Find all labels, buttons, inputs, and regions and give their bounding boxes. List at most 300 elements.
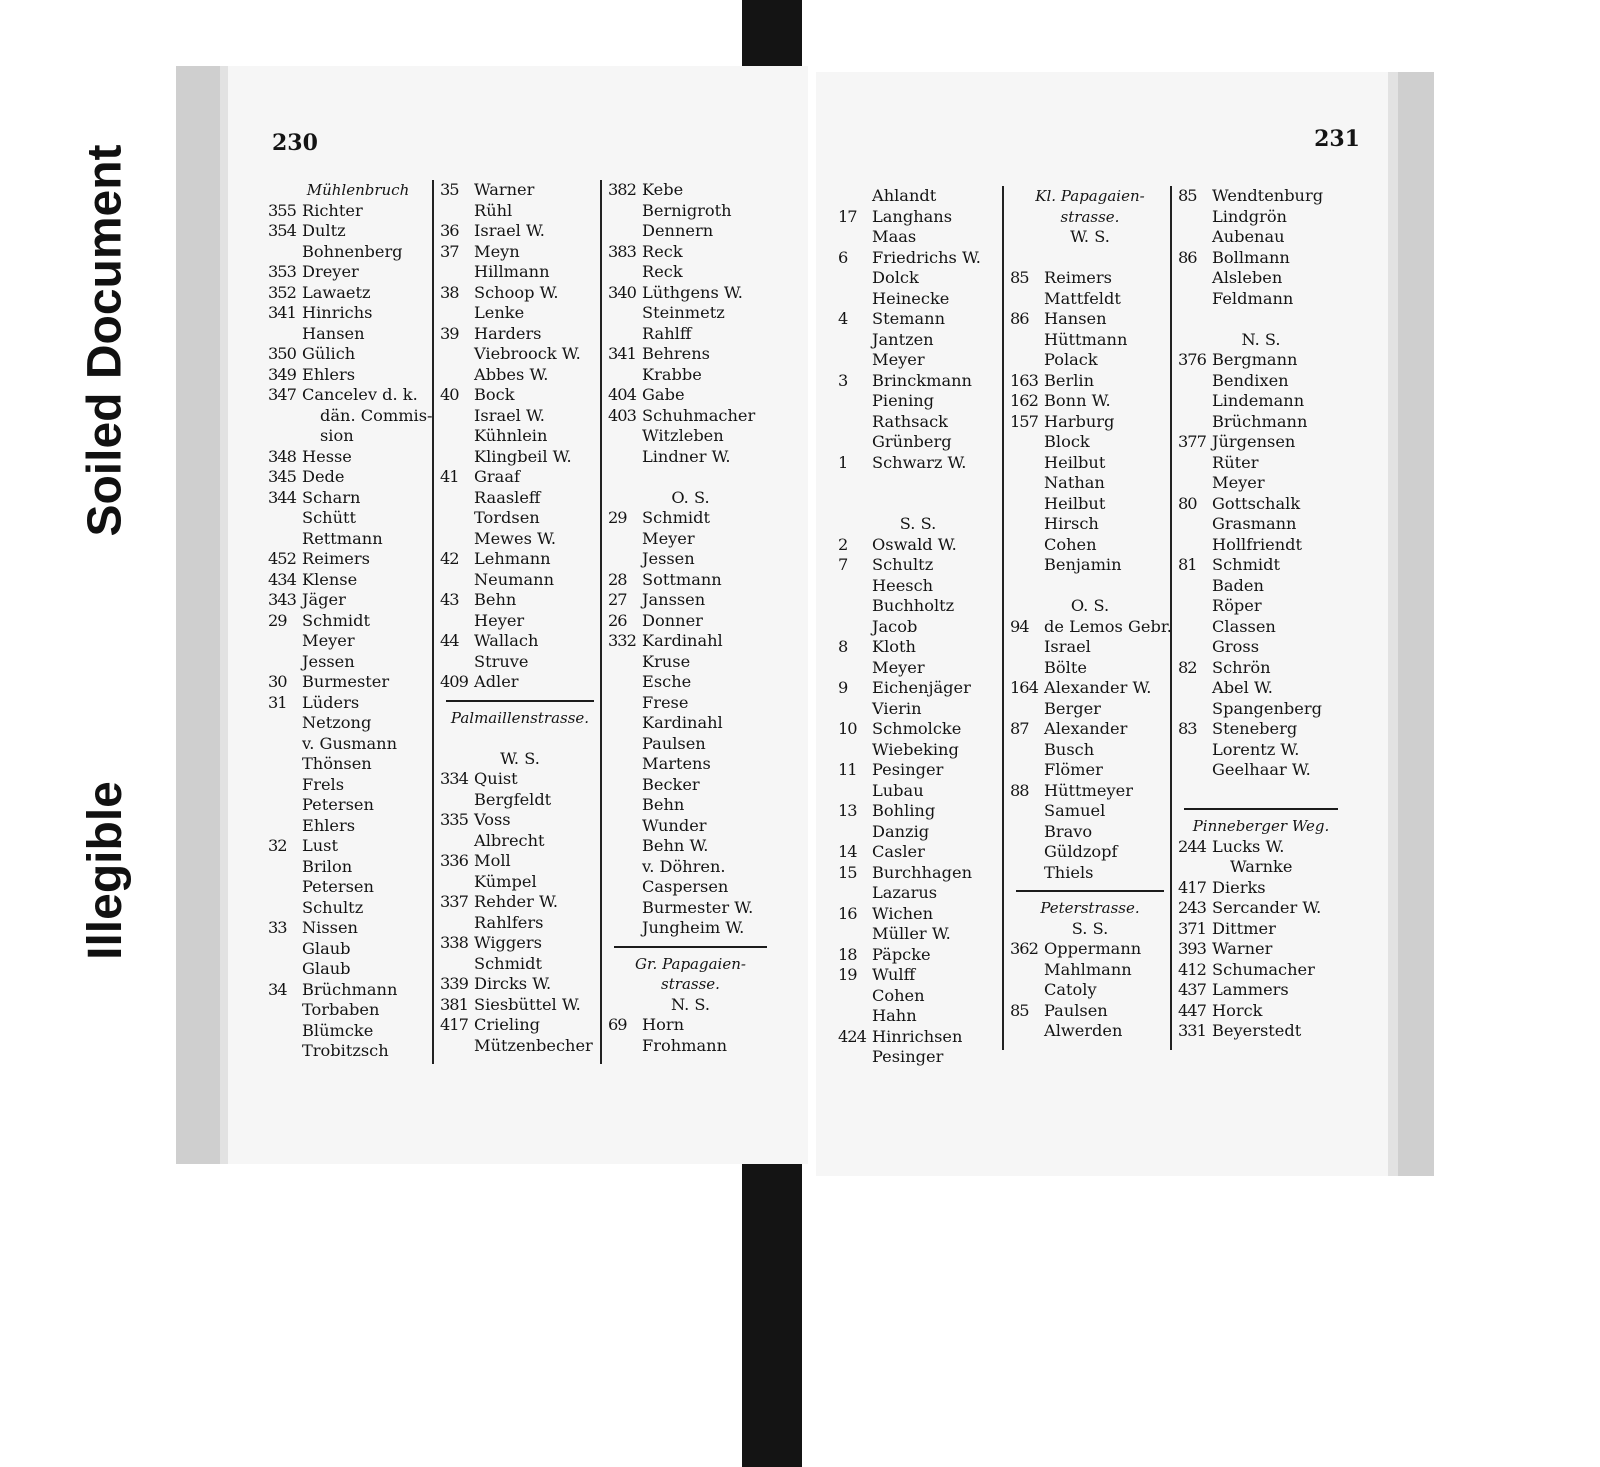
resident-name: Hirsch bbox=[1044, 514, 1099, 533]
directory-entry bbox=[440, 508, 600, 529]
spacer bbox=[1178, 781, 1344, 802]
directory-entry bbox=[268, 939, 428, 960]
resident-name: Lazarus bbox=[872, 883, 938, 902]
resident-name: Steinmetz bbox=[642, 303, 725, 322]
house-number: 11 bbox=[838, 760, 857, 779]
directory-entry bbox=[1010, 473, 1170, 494]
directory-entry bbox=[1178, 760, 1344, 781]
directory-entry bbox=[1178, 350, 1344, 371]
entry-continuation: sion bbox=[320, 426, 354, 445]
house-number: 43 bbox=[440, 590, 459, 609]
directory-entry bbox=[608, 652, 773, 673]
directory-entry bbox=[268, 303, 428, 324]
resident-name: Hesse bbox=[302, 446, 352, 466]
resident-name: Berlin bbox=[1044, 370, 1094, 390]
house-number: 343 bbox=[268, 590, 296, 609]
resident-name: Frels bbox=[302, 774, 345, 794]
directory-entry bbox=[608, 303, 773, 324]
directory-entry bbox=[440, 303, 600, 324]
resident-name: Hinrichs bbox=[302, 303, 373, 322]
resident-name: Buchholtz bbox=[872, 596, 955, 615]
house-number: 424 bbox=[838, 1026, 866, 1046]
directory-entry bbox=[608, 836, 773, 857]
side-heading: N. S. bbox=[1241, 329, 1281, 349]
soiled-document-label: Soiled Document bbox=[78, 143, 132, 537]
section-rule bbox=[1184, 808, 1338, 810]
resident-name: Hollfriendt bbox=[1212, 534, 1302, 554]
resident-name: Vierin bbox=[872, 698, 922, 718]
house-number: 337 bbox=[440, 892, 468, 911]
directory-entry bbox=[838, 658, 998, 679]
directory-entry bbox=[608, 180, 773, 201]
resident-name: Aubenau bbox=[1212, 227, 1285, 246]
resident-name: Horn bbox=[642, 1015, 685, 1034]
resident-name: Voss bbox=[474, 810, 511, 829]
resident-name: Israel W. bbox=[474, 405, 545, 425]
house-number: 434 bbox=[268, 569, 296, 589]
left-column-2 bbox=[440, 180, 600, 1056]
resident-name: Bohnenberg bbox=[302, 241, 403, 261]
resident-name: Güldzopf bbox=[1044, 842, 1118, 861]
resident-name: Kruse bbox=[642, 651, 691, 671]
directory-entry bbox=[838, 432, 998, 453]
directory-entry bbox=[1010, 432, 1170, 453]
directory-entry bbox=[1010, 514, 1170, 535]
directory-entry bbox=[838, 1027, 998, 1048]
house-number: 377 bbox=[1178, 432, 1206, 451]
directory-entry bbox=[838, 781, 998, 802]
resident-name: Meyer bbox=[302, 631, 355, 650]
directory-entry bbox=[838, 986, 998, 1007]
resident-name: Glaub bbox=[302, 959, 351, 978]
directory-entry bbox=[1178, 740, 1344, 761]
directory-entry bbox=[1010, 740, 1170, 761]
resident-name: Lindner W. bbox=[642, 446, 731, 466]
house-number: 34 bbox=[268, 979, 287, 999]
directory-entry bbox=[838, 555, 998, 576]
directory-entry bbox=[838, 801, 998, 822]
resident-name: Sercander W. bbox=[1212, 898, 1322, 917]
house-number: 417 bbox=[1178, 877, 1206, 897]
page-number-left: 230 bbox=[272, 130, 318, 156]
directory-entry bbox=[1010, 453, 1170, 474]
resident-name: Bölte bbox=[1044, 657, 1087, 677]
resident-name: Cohen bbox=[872, 985, 925, 1005]
directory-entry bbox=[440, 974, 600, 995]
resident-name: Reimers bbox=[1044, 268, 1112, 287]
directory-entry bbox=[268, 385, 428, 406]
directory-entry bbox=[608, 611, 773, 632]
resident-name: Glaub bbox=[302, 938, 351, 958]
directory-entry bbox=[268, 529, 428, 550]
resident-name: Dircks W. bbox=[474, 974, 552, 993]
spacer bbox=[440, 728, 600, 749]
street-heading: Kl. Papagaien- bbox=[1035, 187, 1145, 205]
side-heading: W. S. bbox=[500, 748, 540, 768]
directory-entry bbox=[440, 933, 600, 954]
directory-entry bbox=[608, 447, 773, 468]
directory-entry bbox=[1178, 878, 1344, 899]
directory-entry bbox=[1010, 371, 1170, 392]
house-number: 345 bbox=[268, 467, 296, 486]
resident-name: Graaf bbox=[474, 467, 520, 486]
resident-name: Trobitzsch bbox=[302, 1041, 389, 1060]
directory-entry bbox=[1178, 658, 1344, 679]
resident-name: Dolck bbox=[872, 268, 919, 287]
resident-name: Ahlandt bbox=[872, 186, 937, 205]
directory-entry bbox=[268, 611, 428, 632]
resident-name: Rüter bbox=[1212, 452, 1259, 472]
resident-name: Raasleff bbox=[474, 487, 541, 507]
resident-name: Beyerstedt bbox=[1212, 1021, 1302, 1040]
house-number: 15 bbox=[838, 862, 857, 882]
directory-entry bbox=[440, 324, 600, 345]
resident-name: Grünberg bbox=[872, 432, 952, 451]
resident-name: Grasmann bbox=[1212, 514, 1297, 533]
resident-name: Behrens bbox=[642, 344, 710, 363]
directory-entry bbox=[838, 965, 998, 986]
directory-entry bbox=[440, 611, 600, 632]
directory-entry bbox=[608, 631, 773, 652]
resident-name: Päpcke bbox=[872, 944, 931, 964]
directory-entry bbox=[608, 262, 773, 283]
house-number: 86 bbox=[1178, 247, 1197, 267]
resident-name: Jantzen bbox=[872, 329, 934, 349]
directory-entry bbox=[268, 918, 428, 939]
resident-name: Eichenjäger bbox=[872, 678, 971, 697]
directory-entry bbox=[1010, 617, 1170, 638]
house-number: 4 bbox=[838, 309, 848, 328]
resident-name: Alexander W. bbox=[1044, 678, 1152, 697]
page-number-right: 231 bbox=[1314, 126, 1360, 152]
resident-name: Bendixen bbox=[1212, 370, 1289, 390]
directory-entry bbox=[608, 344, 773, 365]
house-number: 244 bbox=[1178, 836, 1206, 856]
house-number: 331 bbox=[1178, 1021, 1206, 1040]
house-number: 437 bbox=[1178, 980, 1206, 999]
resident-name: Kardinahl bbox=[642, 713, 723, 732]
resident-name: Langhans bbox=[872, 206, 952, 226]
resident-name: Meyer bbox=[872, 350, 925, 369]
resident-name: Martens bbox=[642, 754, 711, 773]
resident-name: Abel W. bbox=[1212, 678, 1273, 697]
street-heading: Peterstrasse. bbox=[1040, 899, 1140, 917]
directory-entry bbox=[1178, 939, 1344, 960]
resident-name: Alwerden bbox=[1044, 1021, 1123, 1040]
directory-entry bbox=[838, 863, 998, 884]
directory-entry bbox=[838, 740, 998, 761]
directory-entry bbox=[1178, 699, 1344, 720]
directory-entry bbox=[1178, 1021, 1344, 1042]
resident-name: Hahn bbox=[872, 1006, 917, 1025]
resident-name: Rettmann bbox=[302, 528, 383, 548]
directory-entry bbox=[1178, 617, 1344, 638]
house-number: 403 bbox=[608, 405, 636, 425]
house-number: 28 bbox=[608, 569, 627, 589]
directory-entry bbox=[440, 467, 600, 488]
house-number: 349 bbox=[268, 364, 296, 384]
directory-entry bbox=[608, 857, 773, 878]
resident-name: Müller W. bbox=[872, 924, 951, 943]
house-number: 85 bbox=[1010, 1000, 1029, 1020]
resident-name: Reck bbox=[642, 262, 683, 281]
house-number: 7 bbox=[838, 555, 848, 574]
resident-name: Frese bbox=[642, 692, 689, 712]
resident-name: Lorentz W. bbox=[1212, 739, 1300, 759]
directory-entry bbox=[1178, 371, 1344, 392]
resident-name: Sottmann bbox=[642, 569, 722, 589]
house-number: 38 bbox=[440, 282, 459, 302]
directory-entry bbox=[838, 371, 998, 392]
directory-entry bbox=[838, 945, 998, 966]
resident-name: Danzig bbox=[872, 821, 930, 841]
house-number: 393 bbox=[1178, 939, 1206, 958]
resident-name: Gottschalk bbox=[1212, 493, 1301, 513]
directory-entry bbox=[1178, 227, 1344, 248]
house-number: 347 bbox=[268, 385, 296, 404]
resident-name: Abbes W. bbox=[474, 364, 549, 384]
resident-name: Richter bbox=[302, 200, 363, 220]
resident-name: Hansen bbox=[1044, 309, 1107, 328]
directory-entry bbox=[1010, 980, 1170, 1001]
directory-entry bbox=[608, 734, 773, 755]
spacer bbox=[1010, 248, 1170, 269]
resident-name: Reck bbox=[642, 241, 683, 261]
resident-name: Crieling bbox=[474, 1015, 541, 1034]
directory-entry bbox=[1010, 309, 1170, 330]
resident-name: Warner bbox=[474, 180, 535, 199]
directory-entry bbox=[838, 617, 998, 638]
directory-entry bbox=[608, 406, 773, 427]
house-number: 19 bbox=[838, 965, 857, 984]
resident-name: Dittmer bbox=[1212, 918, 1276, 938]
house-number: 332 bbox=[608, 631, 636, 650]
house-number: 162 bbox=[1010, 391, 1038, 410]
resident-name: Schmidt bbox=[474, 953, 542, 973]
directory-entry bbox=[1178, 207, 1344, 228]
directory-entry bbox=[1010, 678, 1170, 699]
directory-entry bbox=[838, 883, 998, 904]
directory-entry bbox=[268, 1000, 428, 1021]
resident-name: Schuhmacher bbox=[642, 405, 756, 425]
directory-entry bbox=[1010, 960, 1170, 981]
directory-entry bbox=[268, 775, 428, 796]
directory-entry bbox=[608, 324, 773, 345]
directory-entry bbox=[1178, 186, 1344, 207]
resident-name: Behn bbox=[642, 795, 685, 814]
house-number: 452 bbox=[268, 549, 296, 568]
directory-entry bbox=[608, 795, 773, 816]
resident-name: Brüchmann bbox=[1212, 411, 1308, 431]
directory-entry bbox=[440, 831, 600, 852]
directory-entry bbox=[608, 385, 773, 406]
resident-name: Flömer bbox=[1044, 760, 1103, 779]
directory-entry bbox=[1178, 432, 1344, 453]
directory-entry bbox=[440, 426, 600, 447]
directory-entry bbox=[1178, 898, 1344, 919]
directory-entry bbox=[268, 754, 428, 775]
directory-entry bbox=[608, 1015, 773, 1036]
resident-name: Bock bbox=[474, 385, 515, 404]
directory-entry bbox=[268, 898, 428, 919]
resident-name: Torbaben bbox=[302, 1000, 380, 1019]
house-number: 27 bbox=[608, 590, 627, 609]
house-number: 37 bbox=[440, 241, 459, 261]
resident-name: Classen bbox=[1212, 616, 1276, 636]
resident-name: Burmester W. bbox=[642, 897, 754, 917]
house-number: 243 bbox=[1178, 898, 1206, 917]
directory-entry bbox=[1178, 473, 1344, 494]
directory-entry bbox=[838, 453, 998, 474]
directory-entry bbox=[1010, 801, 1170, 822]
directory-entry bbox=[440, 995, 600, 1016]
directory-entry bbox=[838, 678, 998, 699]
resident-name: Block bbox=[1044, 432, 1090, 451]
resident-name: Frohmann bbox=[642, 1035, 727, 1055]
directory-entry bbox=[608, 693, 773, 714]
house-number: 338 bbox=[440, 933, 468, 952]
directory-entry bbox=[268, 467, 428, 488]
resident-name: Bravo bbox=[1044, 821, 1093, 841]
house-number: 164 bbox=[1010, 678, 1038, 697]
house-number: 354 bbox=[268, 221, 296, 240]
resident-name: Geelhaar W. bbox=[1212, 760, 1311, 779]
resident-name: Klingbeil W. bbox=[474, 446, 572, 466]
spacer bbox=[838, 494, 998, 515]
resident-name: Maas bbox=[872, 227, 917, 246]
directory-entry bbox=[608, 242, 773, 263]
directory-entry bbox=[268, 836, 428, 857]
resident-name: Albrecht bbox=[474, 830, 545, 850]
resident-name: Schrön bbox=[1212, 657, 1271, 677]
resident-name: Moll bbox=[474, 851, 511, 870]
directory-entry bbox=[1010, 268, 1170, 289]
resident-name: Behn W. bbox=[642, 836, 709, 855]
house-number: 9 bbox=[838, 678, 848, 697]
directory-entry bbox=[440, 892, 600, 913]
resident-name: Thönsen bbox=[302, 754, 372, 773]
house-number: 82 bbox=[1178, 657, 1197, 677]
resident-name: Viebroock W. bbox=[474, 344, 581, 363]
resident-name: Mewes W. bbox=[474, 528, 556, 548]
house-number: 2 bbox=[838, 534, 848, 554]
resident-name: Rühl bbox=[474, 200, 513, 220]
directory-entry bbox=[838, 535, 998, 556]
house-number: 157 bbox=[1010, 411, 1038, 431]
resident-name: Schmidt bbox=[1212, 555, 1280, 574]
directory-entry bbox=[1010, 1001, 1170, 1022]
directory-entry bbox=[1010, 1021, 1170, 1042]
resident-name: Siesbüttel W. bbox=[474, 994, 581, 1014]
directory-entry bbox=[440, 570, 600, 591]
directory-entry bbox=[838, 822, 998, 843]
resident-name: Jessen bbox=[642, 549, 695, 568]
directory-entry bbox=[440, 631, 600, 652]
directory-entry bbox=[1178, 980, 1344, 1001]
resident-name: de Lemos Gebr. bbox=[1044, 616, 1172, 636]
resident-name: Caspersen bbox=[642, 877, 729, 896]
directory-entry bbox=[838, 227, 998, 248]
directory-entry bbox=[1010, 494, 1170, 515]
resident-name: Kebe bbox=[642, 180, 684, 199]
resident-name: Ehlers bbox=[302, 815, 356, 835]
house-number: 30 bbox=[268, 672, 287, 691]
directory-entry bbox=[1178, 494, 1344, 515]
house-number: 26 bbox=[608, 610, 627, 630]
house-number: 29 bbox=[608, 508, 627, 527]
resident-name: Paulsen bbox=[642, 733, 706, 753]
directory-entry bbox=[440, 954, 600, 975]
house-number: 32 bbox=[268, 836, 287, 855]
resident-name: Janssen bbox=[642, 590, 706, 609]
resident-name: Baden bbox=[1212, 575, 1264, 595]
spacer bbox=[838, 473, 998, 494]
resident-name: Pesinger bbox=[872, 760, 944, 779]
house-number: 336 bbox=[440, 851, 468, 870]
directory-entry bbox=[268, 816, 428, 837]
directory-entry bbox=[608, 898, 773, 919]
house-number: 352 bbox=[268, 282, 296, 302]
resident-name: Polack bbox=[1044, 350, 1098, 369]
house-number: 6 bbox=[838, 247, 848, 267]
directory-entry bbox=[1010, 637, 1170, 658]
resident-name: Klense bbox=[302, 569, 358, 589]
resident-name: Schultz bbox=[302, 897, 364, 917]
illegible-label: Illegible bbox=[78, 780, 132, 960]
house-number: 16 bbox=[838, 903, 857, 923]
resident-name: Nissen bbox=[302, 918, 358, 937]
section-rule bbox=[446, 700, 594, 702]
directory-entry bbox=[440, 672, 600, 693]
resident-name: Jäger bbox=[302, 590, 346, 609]
resident-name: Israel W. bbox=[474, 221, 545, 240]
resident-name: Hüttmann bbox=[1044, 329, 1128, 349]
directory-entry bbox=[268, 365, 428, 386]
directory-entry bbox=[1178, 678, 1344, 699]
resident-name: Burmester bbox=[302, 672, 390, 691]
directory-entry bbox=[268, 324, 428, 345]
resident-name: Harders bbox=[474, 323, 542, 343]
directory-entry bbox=[268, 734, 428, 755]
directory-entry bbox=[440, 385, 600, 406]
resident-name: Petersen bbox=[302, 877, 374, 896]
directory-entry bbox=[268, 877, 428, 898]
directory-entry bbox=[1178, 268, 1344, 289]
house-number: 13 bbox=[838, 801, 857, 820]
house-number: 81 bbox=[1178, 555, 1197, 574]
directory-entry bbox=[440, 529, 600, 550]
section-rule bbox=[614, 946, 767, 948]
resident-name: Lenke bbox=[474, 303, 525, 322]
resident-name: Ehlers bbox=[302, 364, 356, 384]
side-heading: O. S. bbox=[1070, 596, 1110, 615]
resident-name: Lindgrön bbox=[1212, 206, 1287, 226]
directory-entry bbox=[268, 631, 428, 652]
directory-entry bbox=[268, 508, 428, 529]
resident-name: Benjamin bbox=[1044, 555, 1122, 574]
resident-name: Cancelev d. k. bbox=[302, 385, 418, 404]
side-heading: S. S. bbox=[899, 514, 937, 533]
left-column-1 bbox=[268, 180, 433, 1062]
side-heading: N. S. bbox=[670, 994, 711, 1014]
directory-entry bbox=[608, 201, 773, 222]
directory-entry bbox=[608, 816, 773, 837]
resident-name: Meyn bbox=[474, 241, 520, 261]
house-number: 83 bbox=[1178, 719, 1197, 738]
resident-name: Behn bbox=[474, 590, 517, 609]
resident-name: Lüders bbox=[302, 692, 360, 712]
resident-name: Becker bbox=[642, 774, 700, 794]
